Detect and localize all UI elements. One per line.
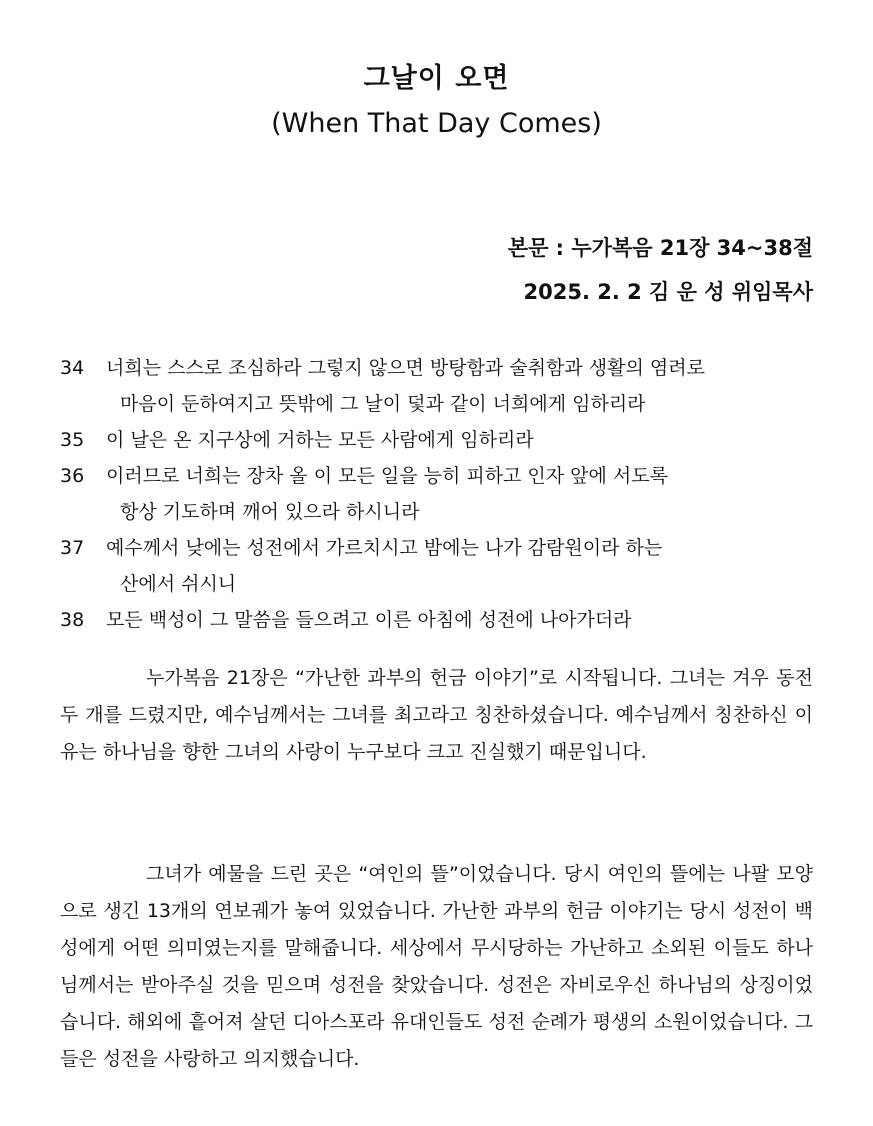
- verse-number: 34: [60, 357, 85, 379]
- verse-text: 이러므로 너희는 장차 올 이 모든 일을 능히 피하고 인자 앞에 서도록: [106, 465, 668, 487]
- scripture-passage: 본문 : 누가복음 21장 34~38절: [507, 236, 813, 260]
- verse-35: [60, 422, 820, 458]
- verse-36-continued: 항상 기도하며 깨어 있으라 하시니라: [120, 501, 420, 523]
- verse-text: 너희는 스스로 조심하라 그렇지 않으면 방탕함과 술취함과 생활의 염려로: [106, 357, 705, 379]
- body-paragraph-1: 누가복음 21장은 “가난한 과부의 헌금 이야기”로 시작됩니다. 그녀는 겨우 동전 두 개를 드렸지만, 예수님께서는 그녀를 최고라고 칭찬하셨습니다. 예수님께서 칭찬하신 이유는 하나님을 향한 그녀의 사랑이 누구보다 크고 진실했기 때문입니다.: [60, 667, 813, 763]
- verse-number: 38: [60, 609, 85, 631]
- verse-38: [60, 602, 820, 638]
- sermon-title: 그날이 오면: [363, 63, 510, 94]
- verse-36: [60, 458, 820, 494]
- body-paragraph-2: 그녀가 예물을 드린 곳은 “여인의 뜰”이었습니다. 당시 여인의 뜰에는 나팔 모양으로 생긴 13개의 연보궤가 놓여 있었습니다. 가난한 과부의 헌금 이야기는 당시 성전이 백성에게 어떤 의미였는지를 말해줍니다. 세상에서 무시당하는 가난하고 소외된 이들도 하나님께서는 받아주실 것을 믿으며 성전을 찾았습니다. 성전은 자비로우신 하나님의 상징이었습니다. 해외에 흩어져 살던 디아스포라 유대인들도 성전 순례가 평생의 소원이었습니다. 그들은 성전을 사랑하고 의지했습니다.: [60, 863, 813, 1070]
- verse-number: 36: [60, 465, 85, 487]
- verse-text: 이 날은 온 지구상에 거하는 모든 사람에게 임하리라: [106, 429, 534, 451]
- verse-37-continued: 산에서 쉬시니: [120, 573, 237, 595]
- verse-34-continued: 마음이 둔하여지고 뜻밖에 그 날이 덫과 같이 너희에게 임하리라: [120, 393, 646, 415]
- verse-text: 예수께서 낮에는 성전에서 가르치시고 밤에는 나가 감람원이라 하는: [106, 537, 663, 559]
- verse-37: [60, 530, 820, 566]
- sermon-subtitle: (When That Day Comes): [271, 108, 602, 139]
- date-and-preacher: 2025. 2. 2 김 운 성 위임목사: [523, 280, 813, 304]
- verse-34: [60, 350, 820, 386]
- verse-number: 35: [60, 429, 85, 451]
- verse-text: 모든 백성이 그 말씀을 들으려고 이른 아침에 성전에 나아가더라: [106, 609, 632, 631]
- verse-number: 37: [60, 537, 85, 559]
- scripture-verses: [60, 350, 820, 638]
